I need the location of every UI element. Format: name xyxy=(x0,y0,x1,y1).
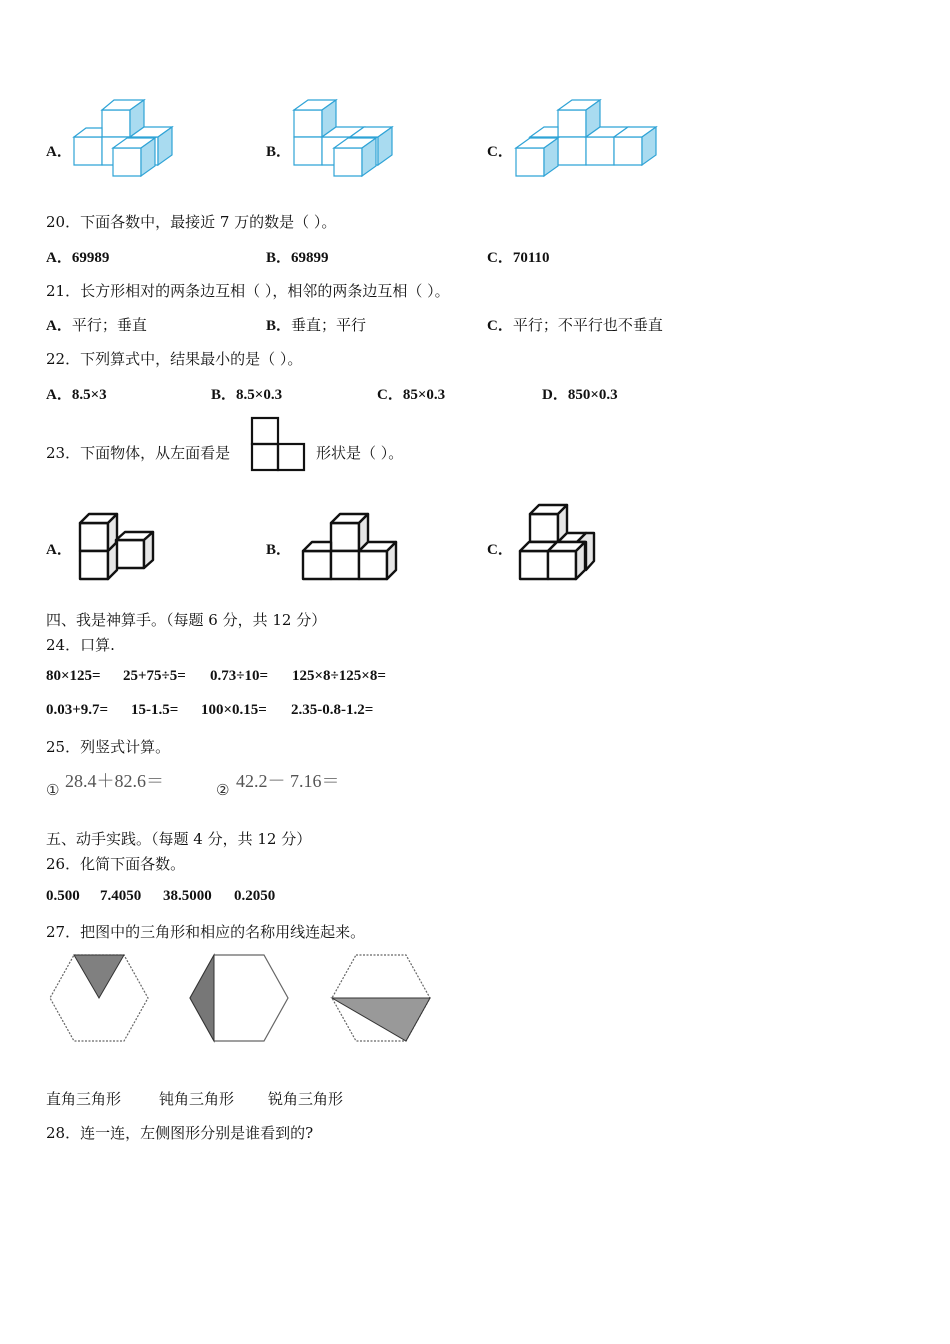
q24-expr: 80×125= xyxy=(46,668,101,684)
q23-option-c-letter[interactable]: C． xyxy=(487,542,513,558)
q27-name[interactable]: 钝角三角形 xyxy=(159,1090,235,1108)
q26-number: 0.500 xyxy=(46,888,80,904)
q22-option-d-letter: D． xyxy=(542,387,568,403)
q25-question: 25．列竖式计算。 xyxy=(46,738,171,756)
q20-option-a-text: 69989 xyxy=(71,250,110,266)
q21-option-b-text: 垂直；平行 xyxy=(291,316,367,334)
q24-expr: 125×8÷125×8= xyxy=(292,668,386,684)
q22-option-b-text: 8.5×0.3 xyxy=(236,387,283,403)
q24-expr: 0.73÷10= xyxy=(210,668,269,684)
q19-option-b-letter[interactable]: B． xyxy=(266,144,292,160)
q20-option-b-letter: B． xyxy=(266,250,292,266)
q24-expr: 100×0.15= xyxy=(201,702,267,718)
q22-question: 22．下列算式中，结果最小的是（ ）。 xyxy=(46,350,303,368)
q20-option-c-text: 70110 xyxy=(512,250,550,266)
q22-option-c-letter: C． xyxy=(377,387,403,403)
hexagon-obtuse-triangle[interactable] xyxy=(190,955,288,1041)
section5-title: 五、动手实践。（每题 4 分，共 12 分） xyxy=(46,830,312,848)
hexagon-acute-triangle[interactable] xyxy=(332,955,430,1041)
q23-question-before: 23．下面物体，从左面看是 xyxy=(46,444,231,462)
q28-question: 28．连一连，左侧图形分别是谁看到的? xyxy=(46,1124,314,1142)
q24-expr: 0.03+9.7= xyxy=(46,702,109,718)
q24-expr: 2.35-0.8-1.2= xyxy=(291,702,374,718)
q24-question: 24．口算. xyxy=(46,636,115,654)
q24-expr: 25+75÷5= xyxy=(123,668,186,684)
q26-number: 7.4050 xyxy=(100,888,142,904)
q27-question: 27．把图中的三角形和相应的名称用线连起来。 xyxy=(46,923,366,941)
q26-number: 38.5000 xyxy=(163,888,212,904)
q25-item-expr: 28.4＋82.6＝ xyxy=(65,771,164,791)
q20-option-c-letter: C． xyxy=(487,250,513,266)
hexagon-right-triangle[interactable] xyxy=(50,955,148,1041)
q26-number: 0.2050 xyxy=(234,888,276,904)
q21-option-b-letter: B． xyxy=(266,318,292,334)
q20-question: 20．下面各数中，最接近 7 万的数是（ ）。 xyxy=(46,213,337,231)
q25-item-marker: ② xyxy=(216,781,230,799)
q27-name[interactable]: 锐角三角形 xyxy=(268,1090,344,1108)
q21-option-c-text: 平行；不平行也不垂直 xyxy=(512,316,663,334)
q22-option-a-letter: A． xyxy=(46,387,72,403)
section4-title: 四、我是神算手。（每题 6 分，共 12 分） xyxy=(46,611,327,629)
q20-option-b-text: 69899 xyxy=(291,250,329,266)
q21-option-a-text: 平行；垂直 xyxy=(71,316,147,334)
q20-option-a-letter: A． xyxy=(46,250,72,266)
q19-option-c-letter[interactable]: C． xyxy=(487,144,513,160)
q21-question: 21．长方形相对的两条边互相（ ），相邻的两条边互相（ ）。 xyxy=(46,282,450,300)
q23-question-after: 形状是（ ）。 xyxy=(316,444,404,462)
q23-option-a-letter[interactable]: A． xyxy=(46,542,72,558)
q27-name[interactable]: 直角三角形 xyxy=(46,1090,122,1108)
q24-expr: 15-1.5= xyxy=(131,702,179,718)
q21-option-a-letter: A． xyxy=(46,318,72,334)
q22-option-c-text: 85×0.3 xyxy=(402,387,446,403)
q22-option-d-text: 850×0.3 xyxy=(567,387,618,403)
q19-option-a-letter[interactable]: A． xyxy=(46,144,72,160)
q23-option-b-letter[interactable]: B． xyxy=(266,542,292,558)
q25-item-expr: 42.2－ 7.16＝ xyxy=(236,771,340,791)
q26-question: 26．化简下面各数。 xyxy=(46,855,186,873)
q25-item-marker: ① xyxy=(46,781,60,799)
q22-option-a-text: 8.5×3 xyxy=(71,387,107,403)
q22-option-b-letter: B． xyxy=(211,387,237,403)
q21-option-c-letter: C． xyxy=(487,318,513,334)
